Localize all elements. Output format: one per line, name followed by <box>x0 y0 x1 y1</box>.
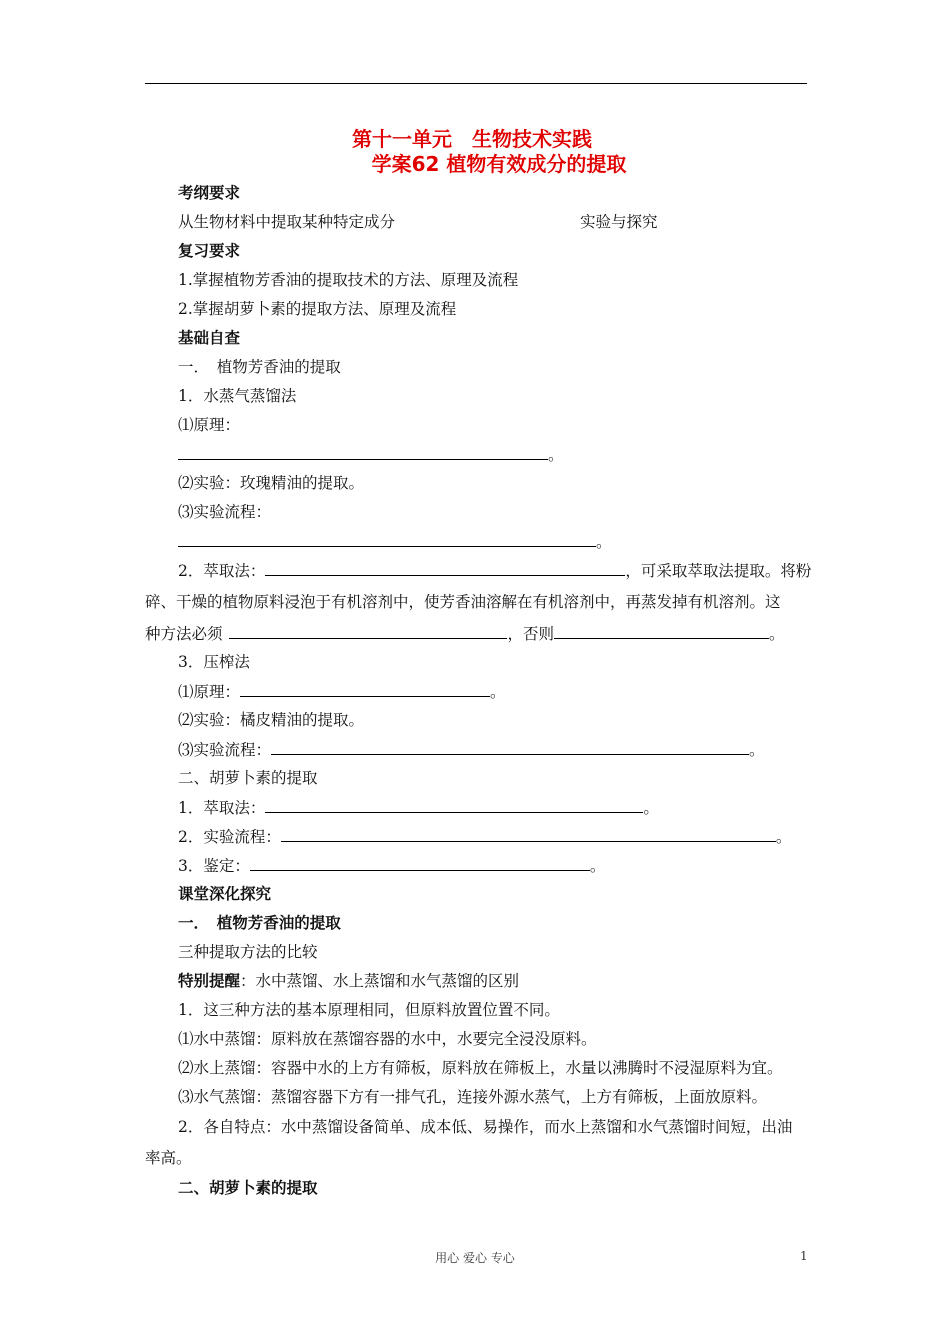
answer-blank[interactable] <box>178 531 596 547</box>
answer-blank[interactable] <box>281 826 776 842</box>
part2-item-3 <box>178 855 605 876</box>
method2-label: 2．萃取法： <box>178 562 266 580</box>
heading-kaogang: 考纲要求 <box>178 184 241 202</box>
method1-experiment: ⑵实验：玫瑰精油的提取。 <box>178 474 365 492</box>
header-rule <box>145 83 807 84</box>
ketang-part2: 二、胡萝卜素的提取 <box>178 1179 318 1197</box>
method1-heading: 1．水蒸气蒸馏法 <box>178 387 297 405</box>
part2-item-1 <box>178 797 659 818</box>
method1-flow: ⑶实验流程： <box>178 503 272 521</box>
method1-principle: ⑴原理： <box>178 416 241 434</box>
part1-heading: 一． 植物芳香油的提取 <box>178 358 341 376</box>
answer-blank[interactable] <box>265 797 643 813</box>
part2-item-3-label: 3．鉴定： <box>178 857 250 875</box>
method3-flow-label: ⑶实验流程： <box>178 741 272 759</box>
answer-blank[interactable] <box>265 560 625 576</box>
period: 。 <box>589 857 606 875</box>
answer-blank[interactable] <box>271 739 749 755</box>
method1-principle-line <box>178 444 564 465</box>
period: 。 <box>643 799 659 817</box>
heading-jichu: 基础自查 <box>178 329 241 347</box>
method2-after: ，可采取萃取法提取。将粉 <box>625 562 812 580</box>
period: 。 <box>490 683 506 701</box>
ketang-compare: 三种提取方法的比较 <box>178 943 318 961</box>
part2-item-2-label: 2．实验流程： <box>178 828 281 846</box>
answer-blank[interactable] <box>554 623 769 639</box>
answer-blank[interactable] <box>178 444 548 460</box>
lesson-title: 学案62 植物有效成分的提取 <box>371 152 627 176</box>
ketang-part1: 一． 植物芳香油的提取 <box>178 914 341 932</box>
tip-item-1a: ⑴水中蒸馏：原料放在蒸馏容器的水中，水要完全浸没原料。 <box>178 1030 597 1048</box>
heading-ketang: 课堂深化探究 <box>178 885 272 903</box>
tip-item-1b: ⑵水上蒸馏：容器中水的上方有筛板，原料放在筛板上，水量以沸腾时不浸湿原料为宜。 <box>178 1059 783 1077</box>
tip-item-2-cont: 率高。 <box>145 1149 192 1167</box>
method2-else: ，否则 <box>507 625 554 643</box>
tip-label: 特别提醒 <box>178 972 241 990</box>
period: 。 <box>596 533 612 551</box>
tip-line <box>178 971 519 991</box>
period: 。 <box>768 625 785 643</box>
footer-text: 用心 爱心 专心 <box>435 1251 515 1265</box>
method3-principle-label: ⑴原理： <box>178 683 241 701</box>
method2-must: 种方法必须 <box>145 625 223 643</box>
fuxi-item-2: 2.掌握胡萝卜素的提取方法、原理及流程 <box>178 300 457 318</box>
method3-heading: 3．压榨法 <box>178 653 250 671</box>
kaogang-item: 从生物材料中提取某种特定成分 <box>178 213 396 231</box>
period: 。 <box>775 828 792 846</box>
fuxi-item-1: 1.掌握植物芳香油的提取技术的方法、原理及流程 <box>178 271 519 289</box>
tip-item-2: 2．各自特点：水中蒸馏设备简单、成本低、易操作，而水上蒸馏和水气蒸馏时间短，出油 <box>178 1118 793 1136</box>
method3-principle <box>178 681 506 702</box>
answer-blank[interactable] <box>240 681 490 697</box>
method3-flow <box>178 739 765 760</box>
tip-item-1c: ⑶水气蒸馏：蒸馏容器下方有一排气孔，连接外源水蒸气，上方有筛板，上面放原料。 <box>178 1088 768 1106</box>
method3-experiment: ⑵实验：橘皮精油的提取。 <box>178 711 365 729</box>
part2-item-2 <box>178 826 791 847</box>
heading-fuxi: 复习要求 <box>178 242 241 260</box>
method1-flow-line <box>178 531 612 552</box>
answer-blank[interactable] <box>250 855 590 871</box>
tip-item-1: 1．这三种方法的基本原理相同，但原料放置位置不同。 <box>178 1001 560 1019</box>
method2-line1 <box>178 560 811 581</box>
page-number: 1 <box>800 1249 808 1263</box>
unit-title: 第十一单元 生物技术实践 <box>352 127 592 151</box>
tip-text: ：水中蒸馏、水上蒸馏和水气蒸馏的区别 <box>240 972 520 990</box>
answer-blank[interactable] <box>229 623 507 639</box>
method2-line2: 碎、干燥的植物原料浸泡于有机溶剂中，使芳香油溶解在有机溶剂中，再蒸发掉有机溶剂。这 <box>145 593 781 611</box>
period: 。 <box>548 446 564 464</box>
period: 。 <box>749 741 765 759</box>
part2-item-1-label: 1．萃取法： <box>178 799 266 817</box>
kaogang-level: 实验与探究 <box>580 213 658 231</box>
method2-line3 <box>145 623 784 644</box>
part2-heading: 二、胡萝卜素的提取 <box>178 769 318 787</box>
